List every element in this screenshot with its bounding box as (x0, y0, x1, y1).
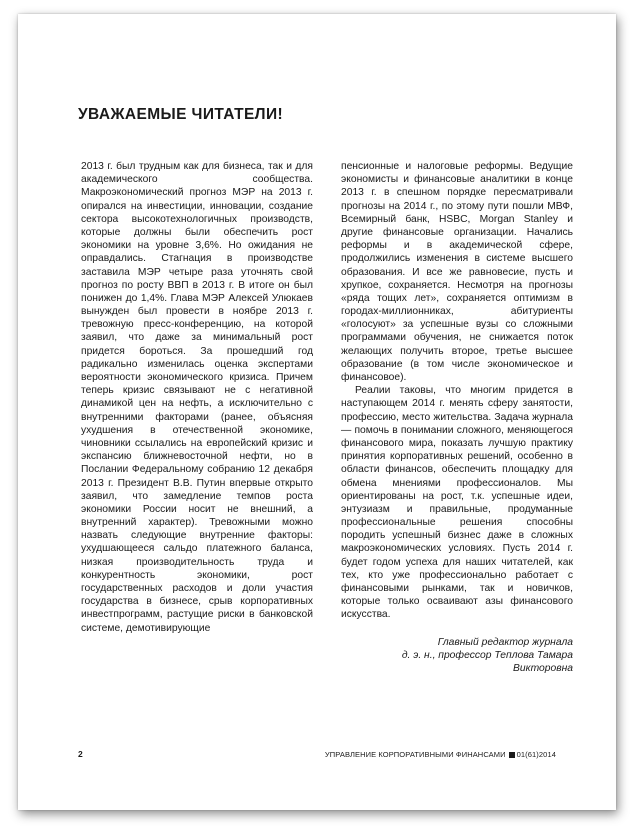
editor-signature (341, 636, 573, 676)
page-number: 2 (78, 749, 83, 759)
issue-number: 01(61)2014 (516, 750, 556, 759)
page-title: УВАЖАЕМЫЕ ЧИТАТЕЛИ! (78, 106, 284, 123)
square-separator-icon (509, 752, 515, 758)
journal-name: УПРАВЛЕНИЕ КОРПОРАТИВНЫМИ ФИНАНСАМИ (324, 750, 506, 759)
document-page (18, 14, 616, 810)
signature-role: Главный редактор журнала (437, 636, 573, 648)
text-column-left (81, 160, 313, 635)
paragraph: Реалии таковы, что многим придется в наступающем 2014 г. менять сферу занятости, профессию, место жительства. Задача журнала — помочь в понимании сложного, меняющегося финансового мира, показать лучшую практику принятия корпоративных решений, особенно в области финансов, обеспечить площадку для обмена мнениями профессионалов. Мы ориентированы на рост, т.к. успешные идеи, энтузиазм и правильные, продуманные профессиональные решения способны породить успешный бизнес даже в сложных макроэкономических условиях. Пусть 2014 г. будет годом успеха для наших читателей, как тех, кто уже профессионально работает с финансовыми рынками, так и новичков, которые только осваивают азы финансового искусства. (341, 385, 573, 621)
journal-info (325, 750, 556, 759)
signature-name: д. э. н., профессор Теплова Тамара Викторовна (401, 649, 573, 674)
paragraph: пенсионные и налоговые реформы. Ведущие экономисты и финансовые аналитики в конце 2013 г. в спешном порядке пересматривали прогнозы на 2014 г., по этому пути пошли МВФ, Всемирный банк, HSBC, Morgan Stanley и другие финансовые организации. Начались реформы и в академической сфере, продолжились изменения в системе высшего образования. И все же равновесие, пусть и хрупкое, сохраняется. Несмотря на прогнозы «ряда тощих лет», сохраняется оптимизм в городах-миллионниках, абитуриенты «голосуют» за успешные вузы со сложными программами обучения, не снижается поток желающих получить второе, третье высшее образование (в том числе экономическое и финансовое). (341, 161, 573, 383)
text-column-right (341, 160, 573, 675)
paragraph: 2013 г. был трудным как для бизнеса, так и для академического сообщества. Макроэкономический прогноз МЭР на 2013 г. опирался на инвестиции, инновации, создание сектора высокотехнологичных производств, которые должны были обеспечить рост экономики на уровне 3,6%. Но ожидания не оправдались. Стагнация в производстве заставила МЭР четыре раза уточнять свой прогноз по росту ВВП в 2013 г. В итоге он был понижен до 1,4%. Глава МЭР Алексей Улюкаев вынужден был провести в ноябре 2013 г. тревожную пресс-конференцию, на которой заявил, что даже за минимальный рост придется бороться. За прошедший год радикально изменилась оценка экспертами вероятности экономического кризиса. Причем теперь кризис связывают не с негативной динамикой цен на нефть, а исключительно с внутренними факторами (ранее, объясняя ухудшения в отечественной экономике, чиновники ссылались на европейский кризис и экспансию ближневосточной нефти, но в Послании Федеральному собранию 12 декабря 2013 г. Президент В.В. Путин впервые открыто заявил, что замедление темпов роста экономики России носит не внешний, а внутренний характер). Тревожными можно назвать следующие внутренние факторы: ухудшающееся сальдо платежного баланса, низкая производительность труда и конкурентность экономики, рост государственных расходов и доли участия государства в бизнесе, срыв корпоративных инвестпрограмм, растущие риски в банковской системе, демотивирующие (81, 161, 313, 634)
